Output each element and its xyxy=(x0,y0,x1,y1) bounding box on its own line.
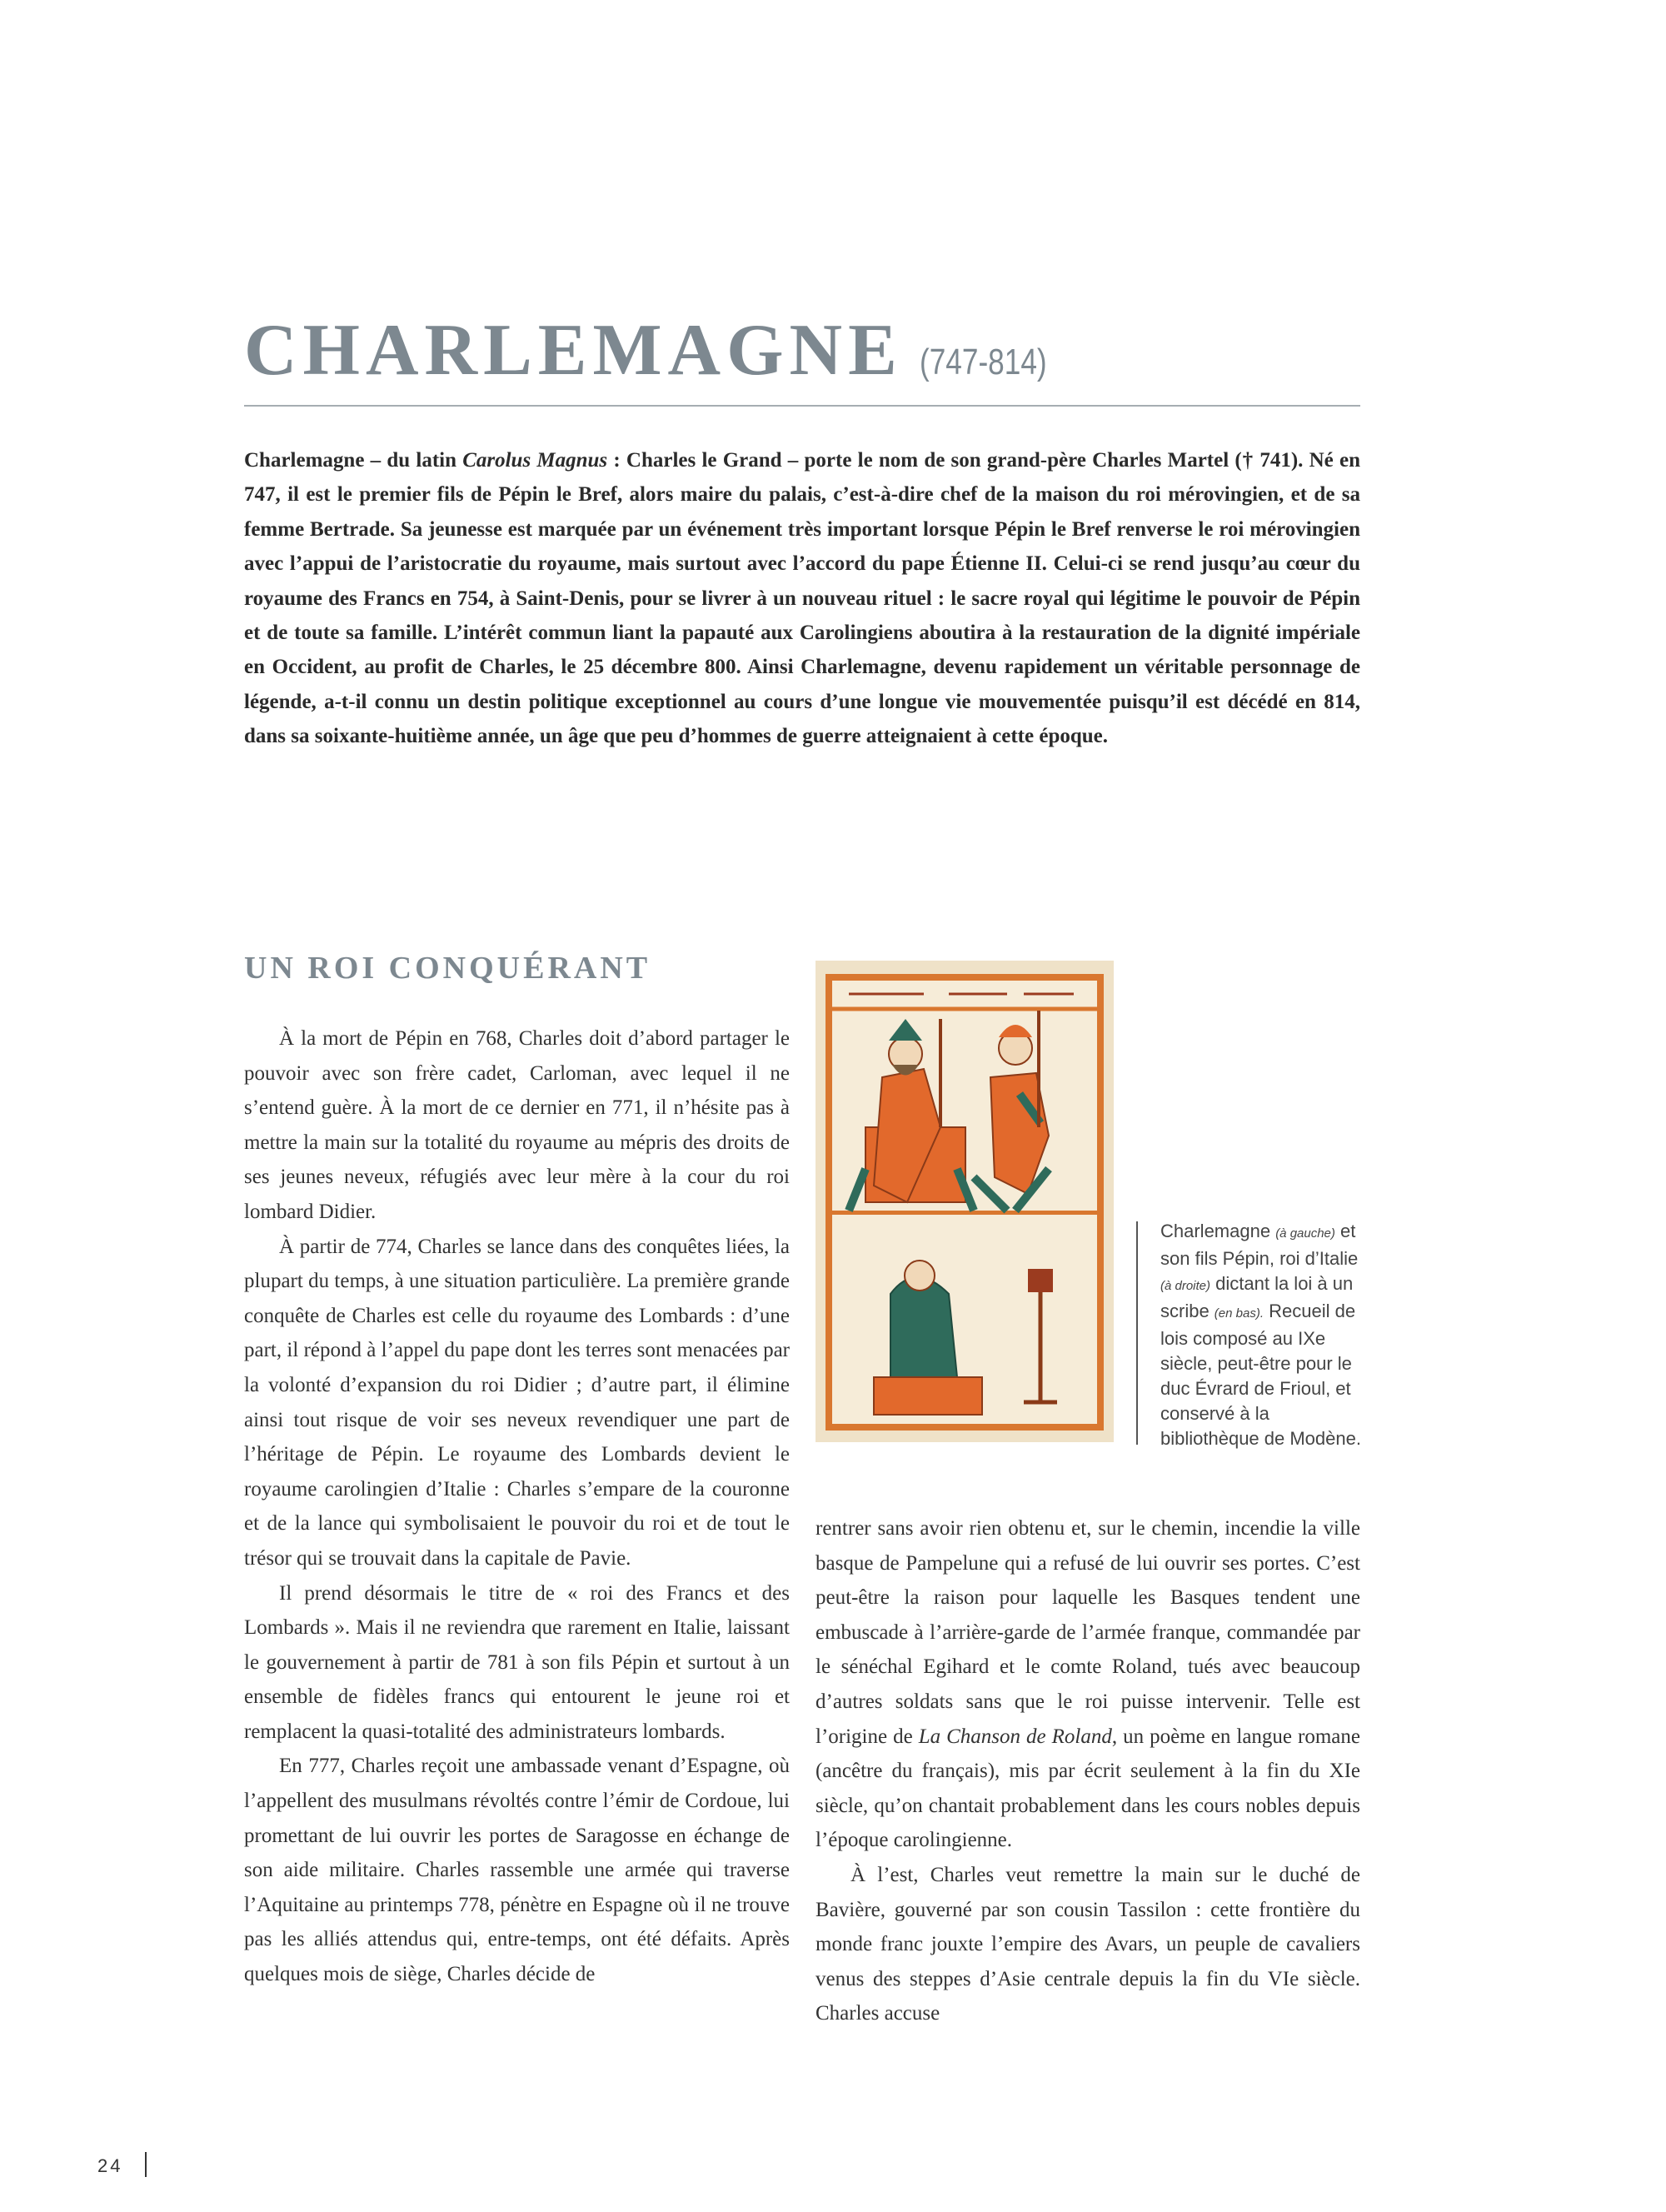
caption-note: (à droite) xyxy=(1160,1279,1211,1293)
page-title: CHARLEMAGNE xyxy=(244,310,903,391)
page-header xyxy=(244,308,1079,392)
body-paragraph xyxy=(816,1511,1360,1858)
body-paragraph: En 777, Charles reçoit une ambassade venant d’Espagne, où l’appellent des musulmans révoltés contre l’émir de Cordoue, lui promettant de lui ouvrir les portes de Saragosse en échange de son aide militaire. Charles rassemble une armée qui traverse l’Aquitaine au printemps 778, pénètre en Espagne où il ne trouve pas les alliés attendus qui, entre-temps, ont été défaits. Après quelques mois de siège, Charles décide de xyxy=(244,1755,790,1986)
caption-text: dictant la loi à un scribe xyxy=(1160,1273,1354,1321)
page-number: 24 xyxy=(97,2155,123,2176)
illustration-caption xyxy=(1160,1219,1364,1451)
right-column xyxy=(816,1511,1360,2031)
body-paragraph: À l’est, Charles veut remettre la main sur le duché de Bavière, gouverné par son cousin Tassilon : cette frontière du monde franc jouxte l’empire des Avars, un peuple de cavaliers venus des steppes d’Asie centrale depuis la fin du VIe siècle. Charles accuse xyxy=(816,1863,1360,2025)
title-rule xyxy=(244,405,1360,407)
intro-paragraph xyxy=(244,443,1360,754)
caption-text: Recueil de lois composé au IXe siècle, peut-être pour le duc Évrard de Frioul, et conservé à la bibliothèque de Modène. xyxy=(1160,1301,1361,1449)
title-dates: (747-814) xyxy=(919,342,1047,382)
work-title: La Chanson de Roland xyxy=(918,1725,1112,1748)
body-paragraph: À la mort de Pépin en 768, Charles doit d’abord partager le pouvoir avec son frère cadet, Carloman, avec lequel il ne s’entend guère. À la mort de ce dernier en 771, il n’hésite pas à mettre la main sur la totalité du royaume au mépris des droits de ses jeunes neveux, réfugiés avec leur mère à la cour du roi lombard Didier. xyxy=(244,1027,790,1223)
body-text: rentrer sans avoir rien obtenu et, sur le chemin, incendie la ville basque de Pampelune qui a refusé de lui ouvrir ses portes. C’est peut-être la raison pour laquelle les Basques tendent une embuscade à l’arrière-garde de l’armée franque, commandée par le sénéchal Egihard et le comte Roland, tués avec beaucoup d’autres soldats sans que le roi puisse intervenir. Telle est l’origine de xyxy=(816,1517,1360,1748)
intro-text-2: : Charles le Grand – porte le nom de son grand-père Charles Martel († 741). Né en 747, il est le premier fils de Pépin le Bref, alors maire du palais, c’est-à-dire chef de la maison du roi mérovingien, et de sa femme Bertrade. Sa jeunesse est marquée par un événement très important lorsque Pépin le Bref renverse le roi mérovingien avec l’appui de l’aristocratie du royaume, mais surtout avec l’accord du pape Étienne II. Celui-ci se rend jusqu’au cœur du royaume des Francs en 754, à Saint-Denis, pour se livrer à un nouveau rituel : le sacre royal qui légitime le pouvoir de Pépin et de toute sa famille. L’intérêt commun liant la papauté aux Carolingiens aboutira à la restauration de la dignité impériale en Occident, au profit de Charles, le 25 décembre 800. Ainsi Charlemagne, devenu rapidement un véritable personnage de légende, a-t-il connu un destin politique exceptionnel au cours d’une longue vie mouvementée puisqu’il est décédé en 814, dans sa soixante-huitième année, un âge que peu d’hommes de guerre atteignaient à cette époque. xyxy=(244,449,1360,748)
caption-text: Charlemagne xyxy=(1160,1221,1276,1241)
section-heading: UN ROI CONQUÉRANT xyxy=(244,951,651,986)
caption-text: et son fils Pépin, roi d’Italie xyxy=(1160,1221,1359,1269)
footer-rule xyxy=(145,2152,147,2177)
body-text: , un poème en langue romane (ancêtre du français), mis par écrit seulement à la fin du XIe siècle, qu’on chantait probablement dans les cours nobles depuis l’époque carolingienne. xyxy=(816,1725,1360,1852)
left-column xyxy=(244,1021,790,1992)
caption-note: (en bas). xyxy=(1214,1306,1264,1321)
intro-text-1: Charlemagne – du latin xyxy=(244,449,463,472)
body-paragraph: Il prend désormais le titre de « roi des Francs et des Lombards ». Mais il ne reviendra que rarement en Italie, laissant le gouvernement à partir de 781 à son fils Pépin et surtout à un ensemble de fidèles francs qui entourent le jeune roi et remplacent la quasi-totalité des administrateurs lombards. xyxy=(244,1581,790,1743)
intro-latin-name: Carolus Magnus xyxy=(462,449,608,472)
body-paragraph: À partir de 774, Charles se lance dans des conquêtes liées, la plupart du temps, à une situation particulière. La première grande conquête de Charles est celle du royaume des Lombards : d’une part, il répond à l’appel du pape dont les terres sont menacées par la volonté d’expansion du roi Didier ; d’autre part, il élimine ainsi tout risque de voir ses neveux revendiquer une part de l’héritage de Pépin. Le royaume des Lombards devient le royaume carolingien d’Italie : Charles s’empare de la couronne et de la lance qui symbolisaient le pouvoir du roi et de tout le trésor qui se trouvait dans la capitale de Pavie. xyxy=(244,1235,790,1570)
manuscript-illustration xyxy=(816,961,1114,1442)
caption-note: (à gauche) xyxy=(1275,1226,1335,1241)
caption-rule xyxy=(1136,1221,1138,1445)
